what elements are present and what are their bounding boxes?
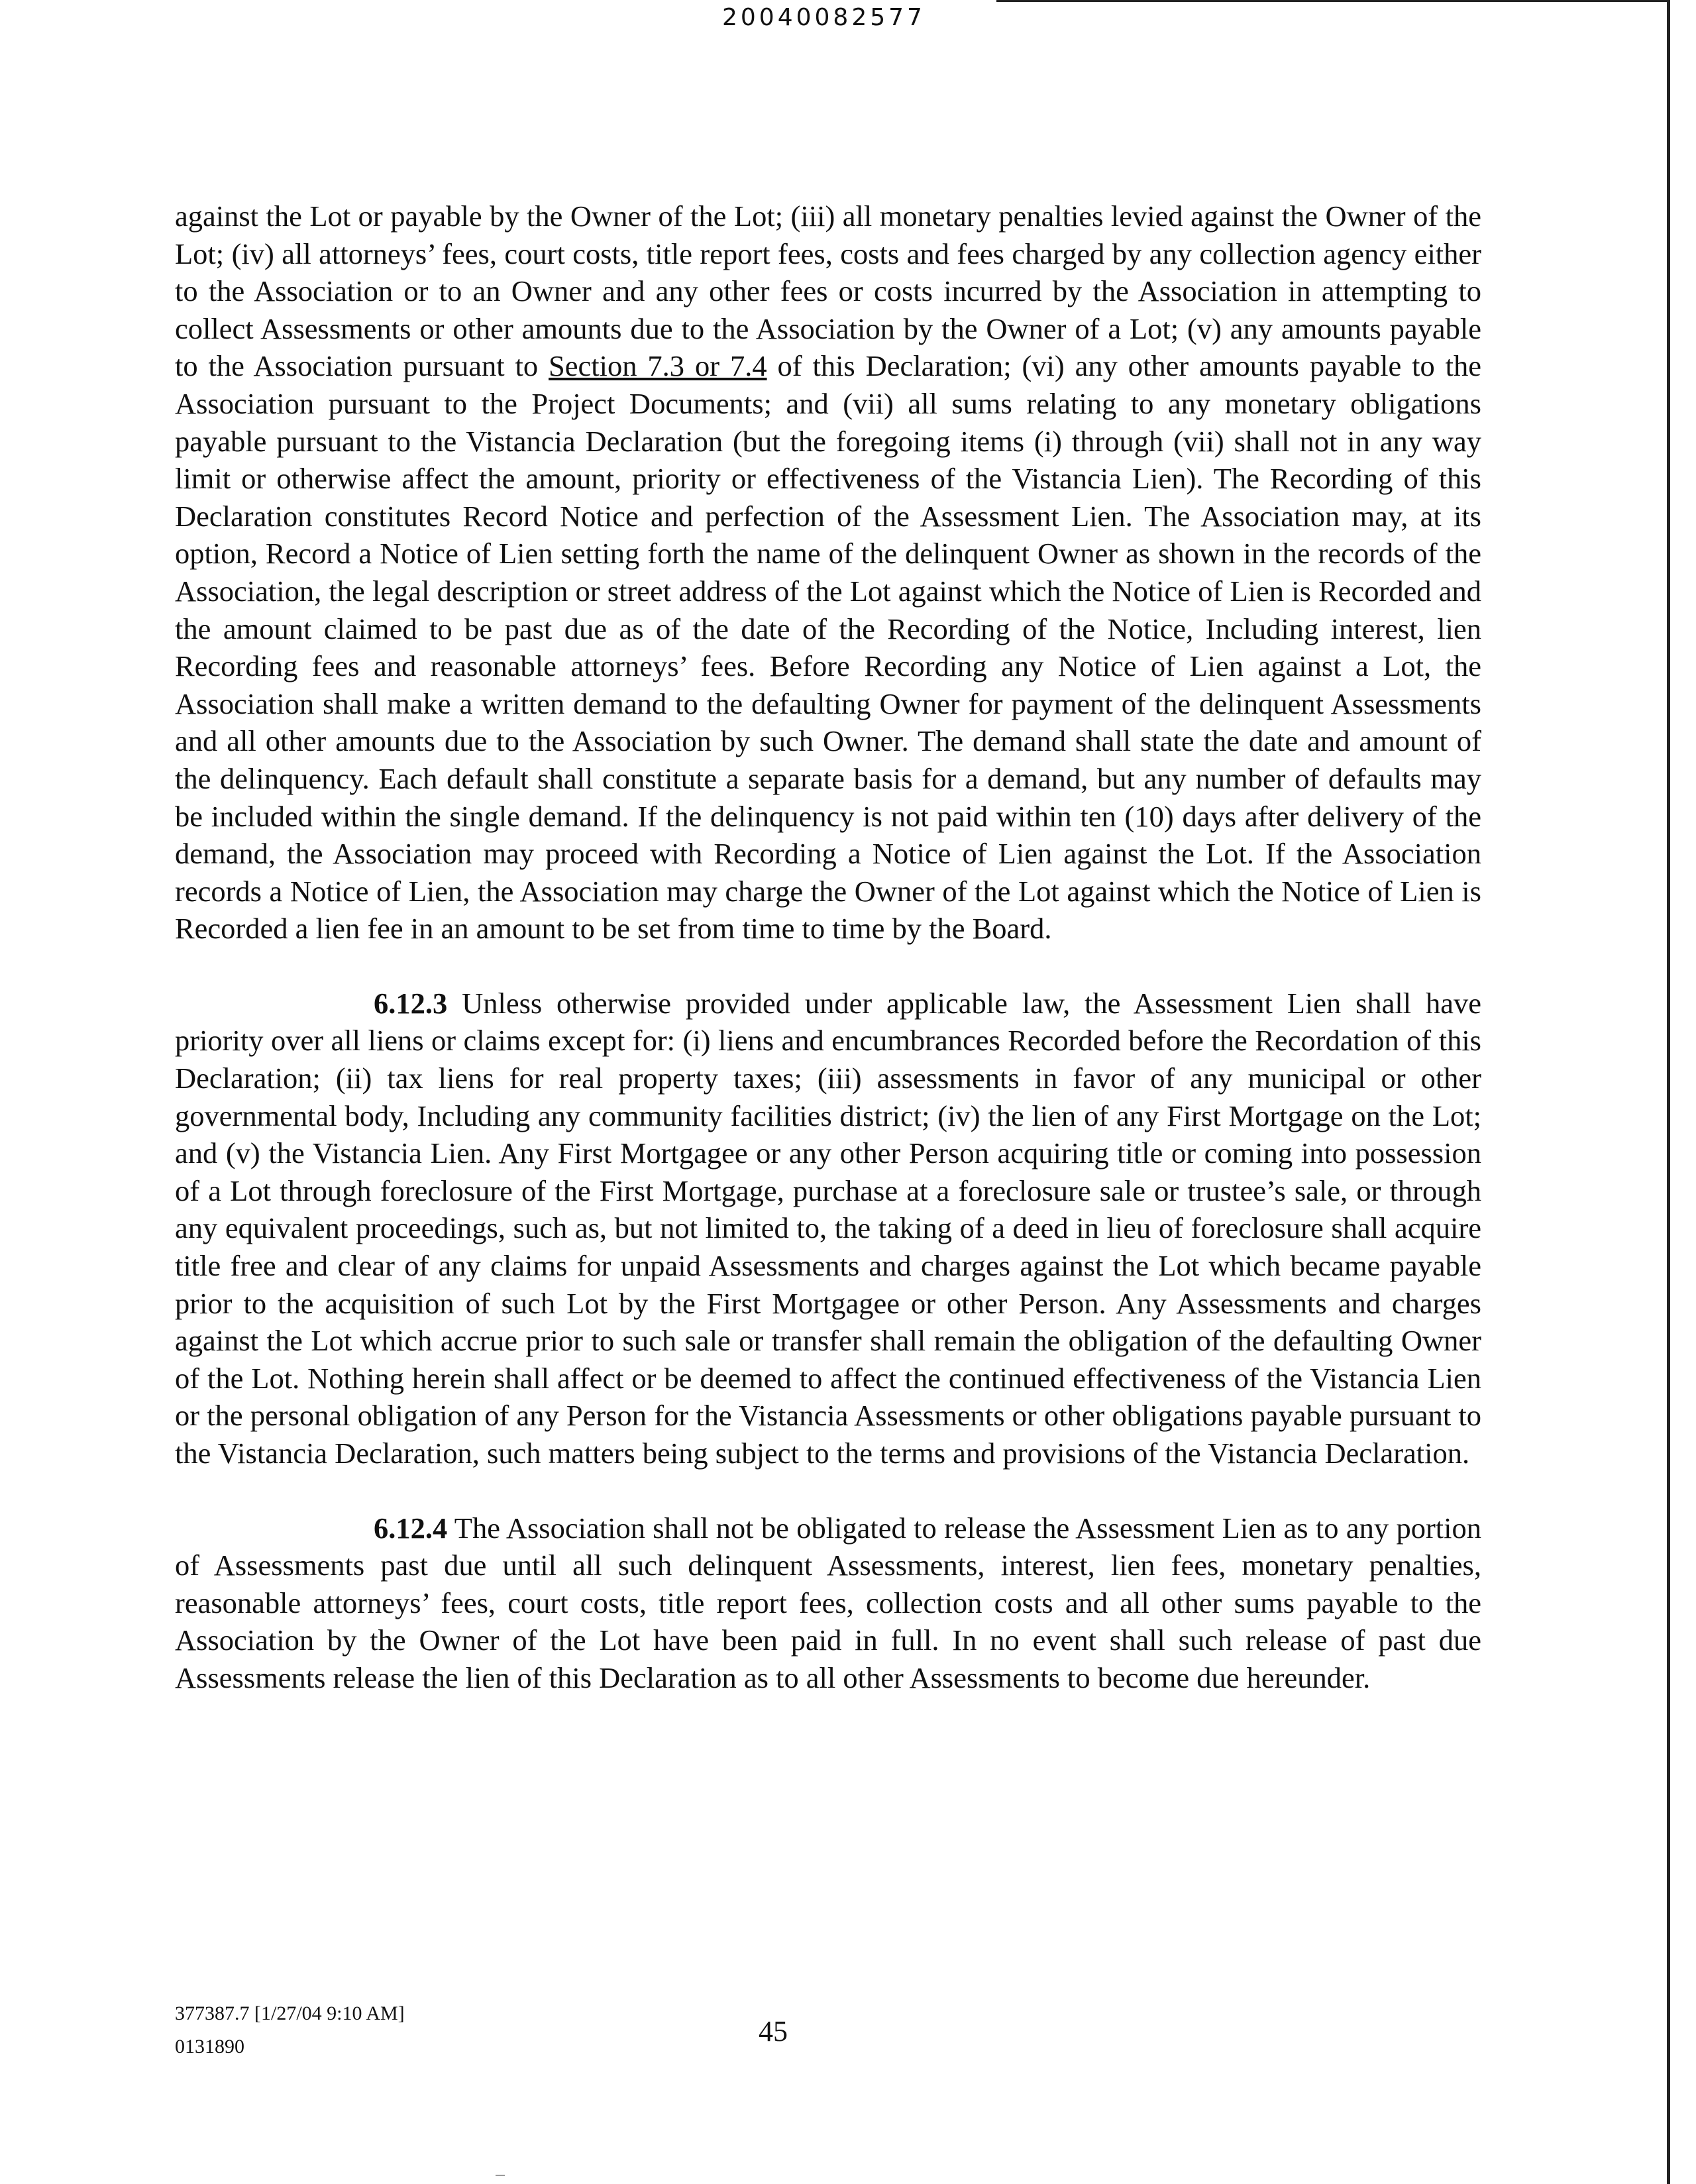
- scan-artifact: [496, 2175, 505, 2176]
- document-body: [175, 197, 1481, 1697]
- section-reference-link[interactable]: Section 7.3 or 7.4: [549, 349, 767, 383]
- section-text: Unless otherwise provided under applicable law, the Assessment Lien shall have priority over all liens or claims except for: (i) liens and encumbrances Recorded before the Recordation of this Declaration; (ii) tax liens for real property taxes; (iii) assessments in favor of any municipal or other governmental body, Including any community facilities district; (iv) the lien of any First Mortgage on the Lot; and (v) the Vistancia Lien. Any First Mortgagee or any other Person acquiring title or coming into possession of a Lot through foreclosure of the First Mortgage, purchase at a foreclosure sale or trustee’s sale, or through any equivalent proceedings, such as, but not limited to, the taking of a deed in lieu of foreclosure shall acquire title free and clear of any claims for unpaid Assessments and charges against the Lot which became payable prior to the acquisition of such Lot by the First Mortgagee or other Person. Any Assessments and charges against the Lot which accrue prior to such sale or transfer shall remain the obligation of the defaulting Owner of the Lot. Nothing herein shall affect or be deemed to affect the continued effectiveness of the Vistancia Lien or the personal obligation of any Person for the Vistancia Assessments or other obligations payable pursuant to the Vistancia Declaration, such matters being subject to the terms and provisions of the Vistancia Declaration.: [175, 986, 1481, 1470]
- footer-document-id: [175, 1997, 405, 2063]
- footer-doc-version: 377387.7 [1/27/04 9:10 AM]: [175, 2002, 405, 2024]
- section-number: 6.12.4: [374, 1511, 448, 1545]
- section-6-12-3: [175, 985, 1481, 1472]
- paragraph-text: of this Declaration; (vi) any other amounts payable to the Association pursuant to the Project Documents; and (vii) all sums relating to any monetary obligations payable pursuant to the Vistancia Declaration (but the foregoing items (i) through (vii) shall not in any way limit or otherwise affect the amount, priority or effectiveness of the Vistancia Lien). The Recording of this Declaration constitutes Record Notice and perfection of the Assessment Lien. The Association may, at its option, Record a Notice of Lien setting forth the name of the delinquent Owner as shown in the records of the Association, the legal description or street address of the Lot against which the Notice of Lien is Recorded and the amount claimed to be past due as of the date of the Recording of the Notice, Including interest, lien Recording fees and reasonable attorneys’ fees. Before Recording any Notice of Lien against a Lot, the Association shall make a written demand to the defaulting Owner for payment of the delinquent Assessments and all other amounts due to the Association by such Owner. The demand shall state the date and amount of the delinquency. Each default shall constitute a separate basis for a demand, but any number of defaults may be included within the single demand. If the delinquency is not paid within ten (10) days after delivery of the demand, the Association may proceed with Recording a Notice of Lien against the Lot. If the Association records a Notice of Lien, the Association may charge the Owner of the Lot against which the Notice of Lien is Recorded a lien fee in an amount to be set from time to time by the Board.: [175, 349, 1481, 946]
- page-number: 45: [759, 2015, 788, 2048]
- paragraph-continuation: [175, 197, 1481, 948]
- footer-client-number: 0131890: [175, 2036, 244, 2057]
- section-text: The Association shall not be obligated to release the Assessment Lien as to any portion of Assessments past due until all such delinquent Assessments, interest, lien fees, monetary penalties, reasonable attorneys’ fees, court costs, title report fees, collection costs and all other sums payable to the Association by the Owner of the Lot have been paid in full. In no event shall such release of past due Assessments release the lien of this Declaration as to all other Assessments to become due hereunder.: [175, 1511, 1481, 1694]
- recording-number: 20040082577: [722, 4, 926, 31]
- scan-frame-top-border: [996, 0, 1670, 2]
- section-6-12-4: [175, 1509, 1481, 1697]
- paragraph-text: against the Lot or payable by the Owner of the Lot; (iii) all monetary penalties levied against the Owner of the Lot; (iv) all attorneys’ fees, court costs, title report fees, costs and fees charged by any collection agency either to the Association or to an Owner and any other fees or costs incurred by the Association in attempting to collect Assessments or other amounts due to the Association by the Owner of a Lot; (v) any amounts payable to the Association pursuant to: [175, 199, 1481, 383]
- scan-frame-right-border: [1667, 0, 1670, 2184]
- section-number: 6.12.3: [374, 986, 448, 1020]
